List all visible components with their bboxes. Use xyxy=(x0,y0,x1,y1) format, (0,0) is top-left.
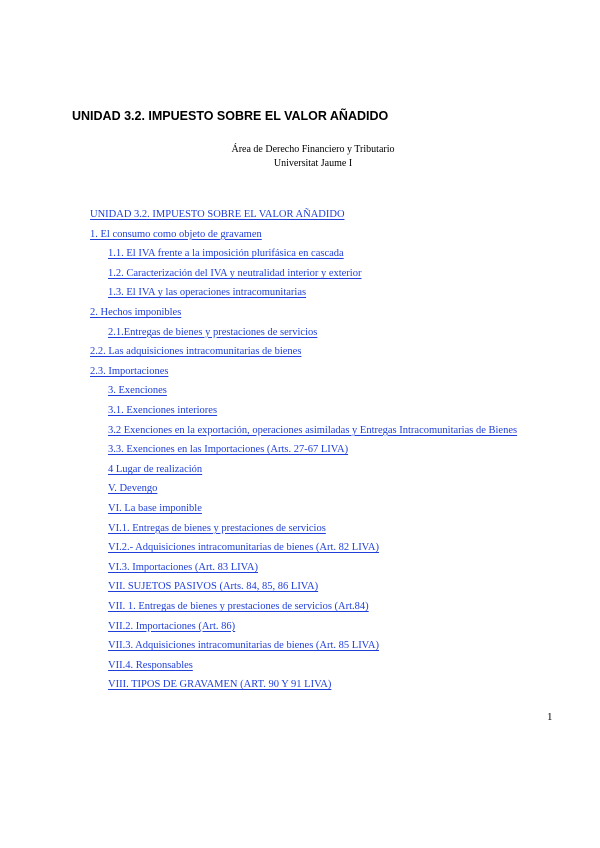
toc-link[interactable]: 1.3. El IVA y las operaciones intracomunitarias xyxy=(108,287,307,299)
toc-link[interactable]: V. Devengo xyxy=(108,483,158,495)
toc-link[interactable]: 1.2. Caracterización del IVA y neutralidad interior y exterior xyxy=(108,267,362,279)
toc-link[interactable]: VI.3. Importaciones (Art. 83 LIVA) xyxy=(108,561,258,573)
toc-link[interactable]: VIII. TIPOS DE GRAVAMEN (ART. 90 Y 91 LIVA) xyxy=(108,679,332,691)
toc-link[interactable]: 2.1.Entregas de bienes y prestaciones de servicios xyxy=(108,326,318,338)
toc-link[interactable]: 3.1. Exenciones interiores xyxy=(108,405,218,416)
toc-link[interactable]: VI.1. Entregas de bienes y prestaciones de servicios xyxy=(108,522,326,534)
toc-link[interactable]: 2.2. Las adquisiciones intracomunitarias de bienes xyxy=(90,346,302,358)
toc-link[interactable]: 4 Lugar de realización xyxy=(108,463,203,475)
toc-link[interactable]: VII.2. Importaciones (Art. 86) xyxy=(108,620,236,632)
toc-link[interactable]: UNIDAD 3.2. IMPUESTO SOBRE EL VALOR AÑADIDO xyxy=(90,209,345,220)
document-title: UNIDAD 3.2. IMPUESTO SOBRE EL VALOR AÑADIDO xyxy=(72,109,389,123)
affiliation-university: Universitat Jaume I xyxy=(273,158,353,169)
toc-link[interactable]: VI.2.- Adquisiciones intracomunitarias de bienes (Art. 82 LIVA) xyxy=(108,542,379,554)
toc-link[interactable]: 3.2 Exenciones en la exportación, operaciones asimiladas y Entregas Intracomunitarias de Bienes xyxy=(108,424,518,436)
toc-link[interactable]: VI. La base imponible xyxy=(108,503,202,514)
toc-link[interactable]: VII. SUJETOS PASIVOS (Arts. 84, 85, 86 LIVA) xyxy=(108,581,319,593)
affiliation-department: Área de Derecho Financiero y Tributario xyxy=(231,144,395,155)
toc-link[interactable]: VII. 1. Entregas de bienes y prestaciones de servicios (Art.84) xyxy=(108,601,369,612)
toc-link[interactable]: 1. El consumo como objeto de gravamen xyxy=(90,228,262,240)
toc-link[interactable]: 2.3. Importaciones xyxy=(90,365,169,377)
toc-link[interactable]: 3.3. Exenciones en las Importaciones (Arts. 27-67 LIVA) xyxy=(108,444,349,456)
page-number: 1 xyxy=(547,711,553,723)
toc-link[interactable]: VII.3. Adquisiciones intracomunitarias de bienes (Art. 85 LIVA) xyxy=(108,640,379,652)
toc-link[interactable]: 3. Exenciones xyxy=(108,385,167,397)
toc-link[interactable]: 2. Hechos imponibles xyxy=(90,307,182,318)
toc-link[interactable]: VII.4. Responsables xyxy=(108,659,193,671)
toc-link[interactable]: 1.1. El IVA frente a la imposición plurifásica en cascada xyxy=(108,248,344,260)
